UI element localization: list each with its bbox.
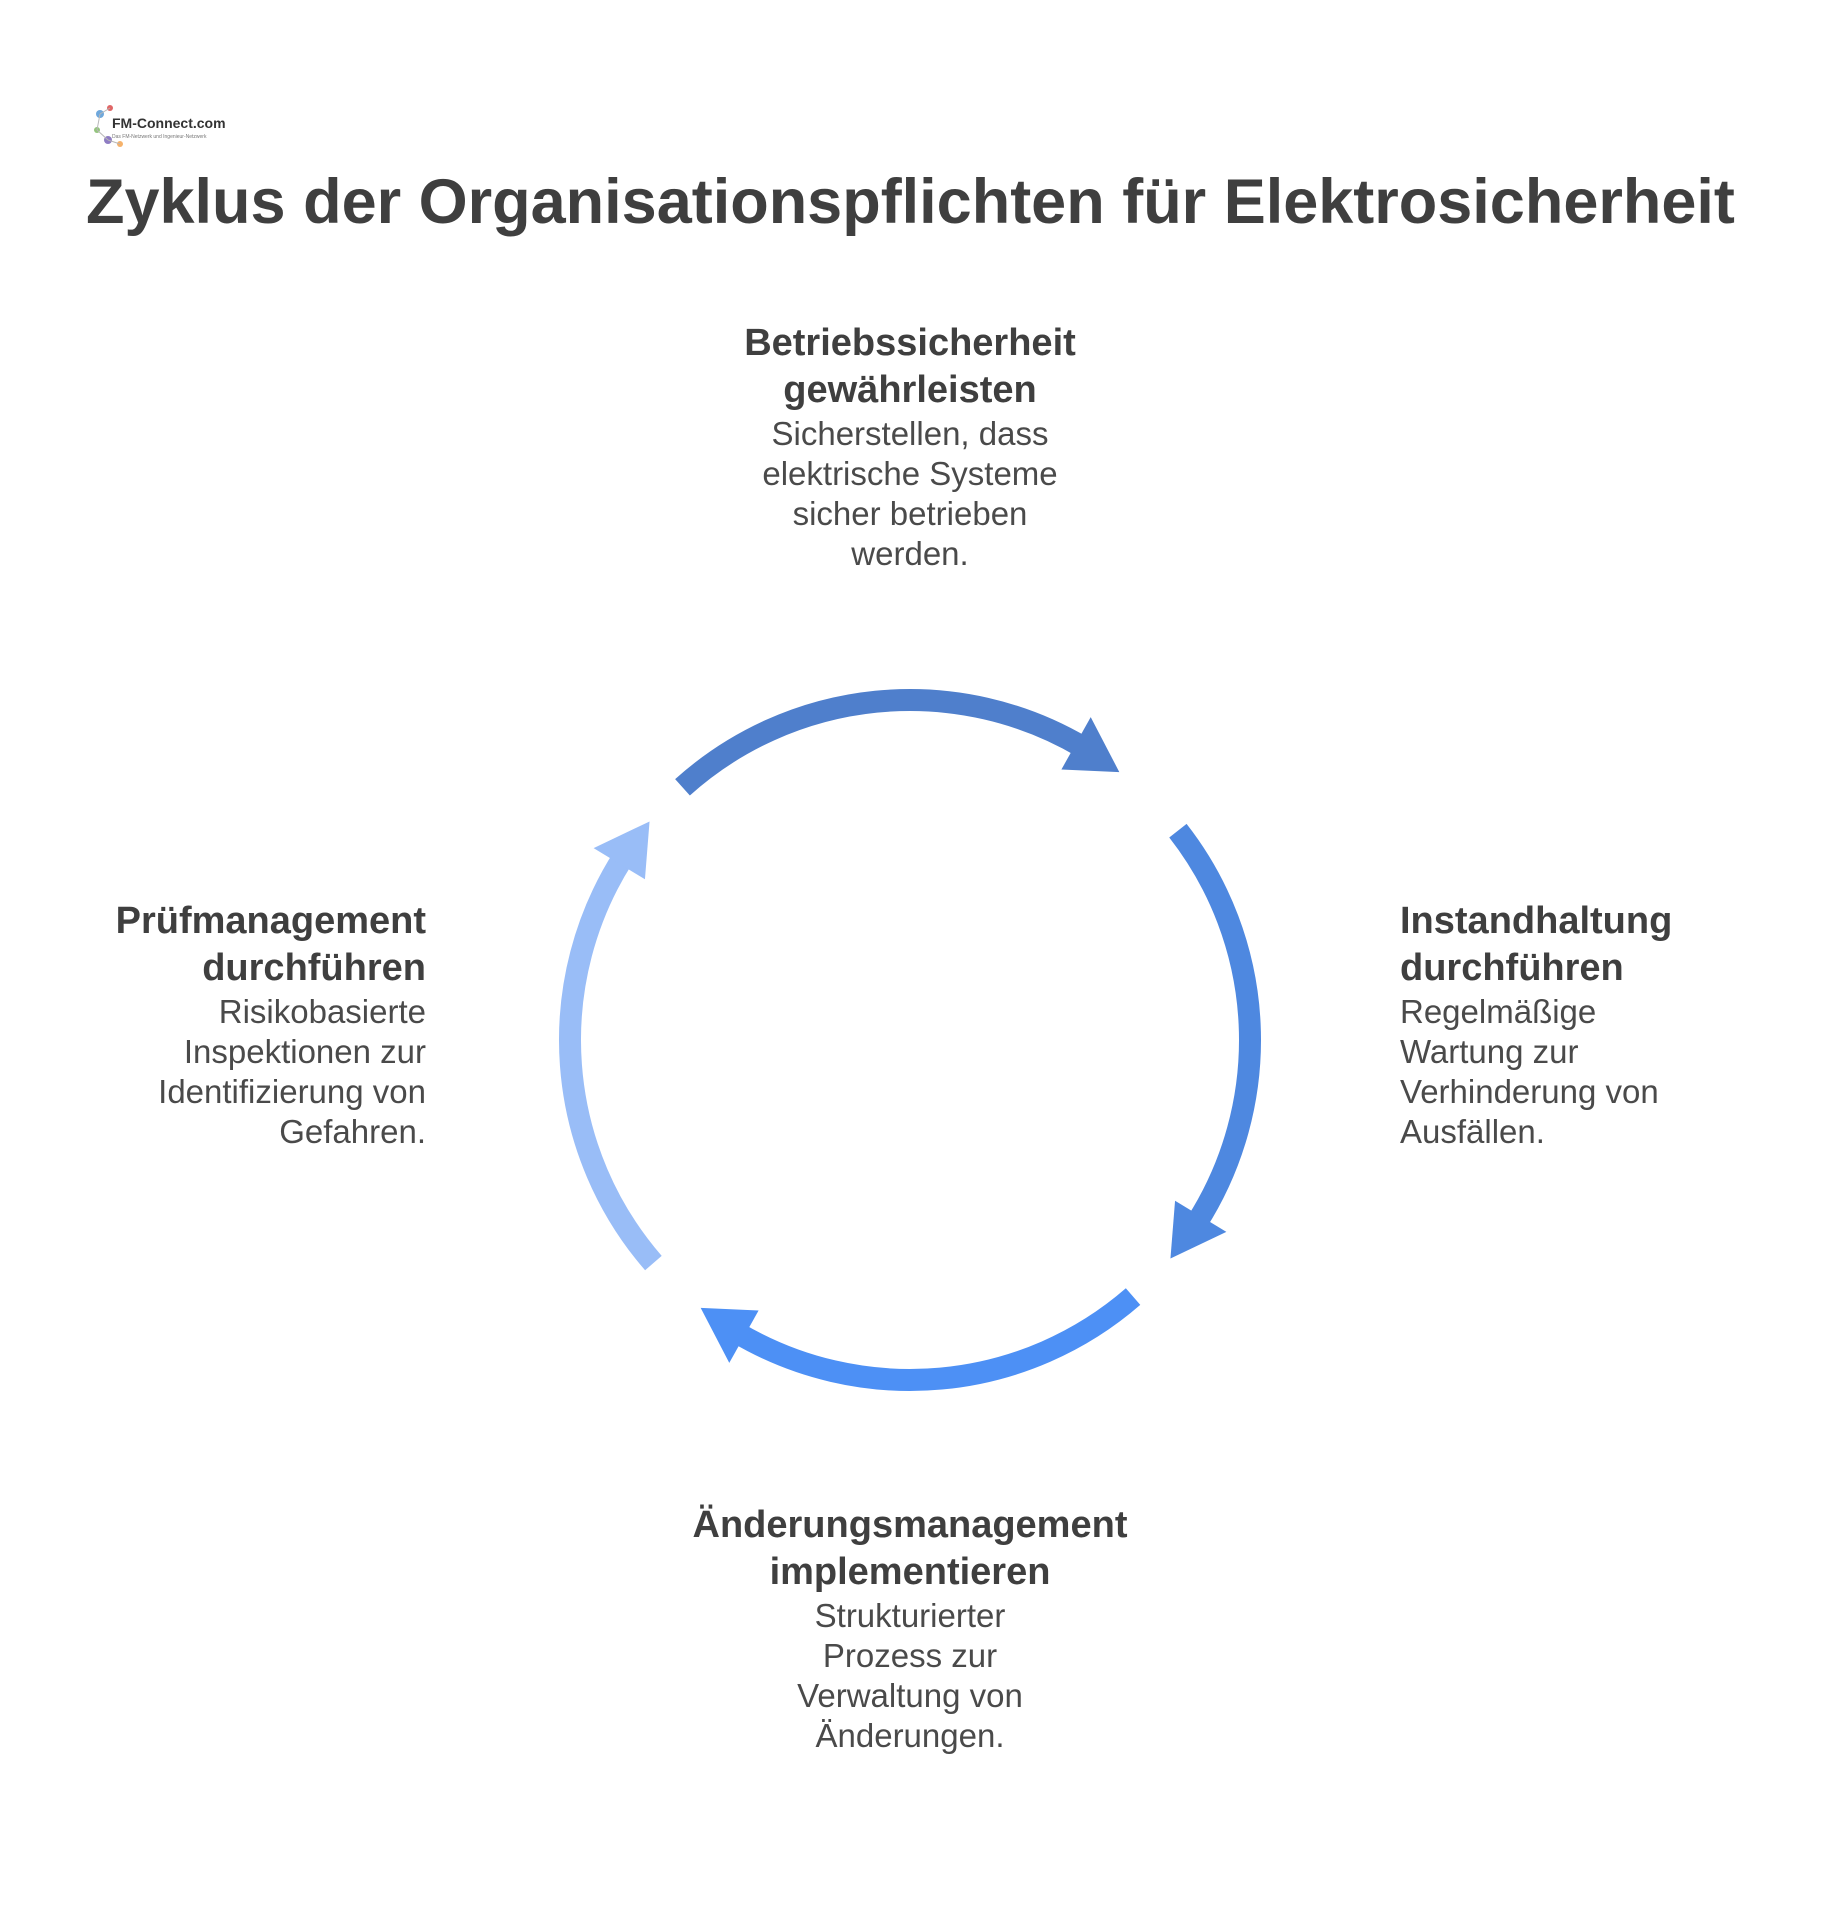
diagram-title: Zyklus der Organisationspflichten für Elektrosicherheit [86,167,1735,237]
arrow-betriebssicherheit [682,700,1119,787]
arrow-body [1178,831,1250,1223]
arrow-instandhaltung [1170,831,1250,1259]
logo-graphic [92,100,226,152]
arrow-body [737,1297,1133,1380]
step-heading: Änderungsmanagement implementieren [692,1504,1128,1593]
svg-text:FM-Connect.com: FM-Connect.com [112,115,226,131]
step-description: Risikobasierte Inspektionen zur Identifizierung von Gefahren. [158,993,426,1150]
arrow-body [682,700,1082,787]
step-description: Regelmäßige Wartung zur Verhinderung von Ausfällen. [1400,993,1659,1150]
cycle-diagram [520,650,1300,1430]
cycle-arrows [520,650,1300,1430]
step-aenderungsmanagement [640,1502,1180,1756]
arrow-pruefmanagement [570,821,653,1263]
step-instandhaltung [1400,898,1780,1152]
brand-logo [92,100,226,152]
svg-text:Das FM-Netzwerk und Ingenieur-: Das FM-Netzwerk und Ingenieur-Netzwerk [112,134,207,140]
step-heading: Instandhaltung durchführen [1400,900,1673,989]
step-pruefmanagement [60,898,426,1152]
step-heading: Prüfmanagement durchführen [115,900,426,989]
arrow-body [570,857,653,1263]
step-description: Sicherstellen, dass elektrische Systeme sicher betrieben werden. [762,415,1058,572]
step-heading: Betriebssicherheit gewährleisten [744,322,1076,411]
step-betriebssicherheit [680,320,1140,574]
arrow-aenderungsmanagement [701,1297,1133,1380]
step-description: Strukturierter Prozess zur Verwaltung von Änderungen. [797,1597,1023,1754]
